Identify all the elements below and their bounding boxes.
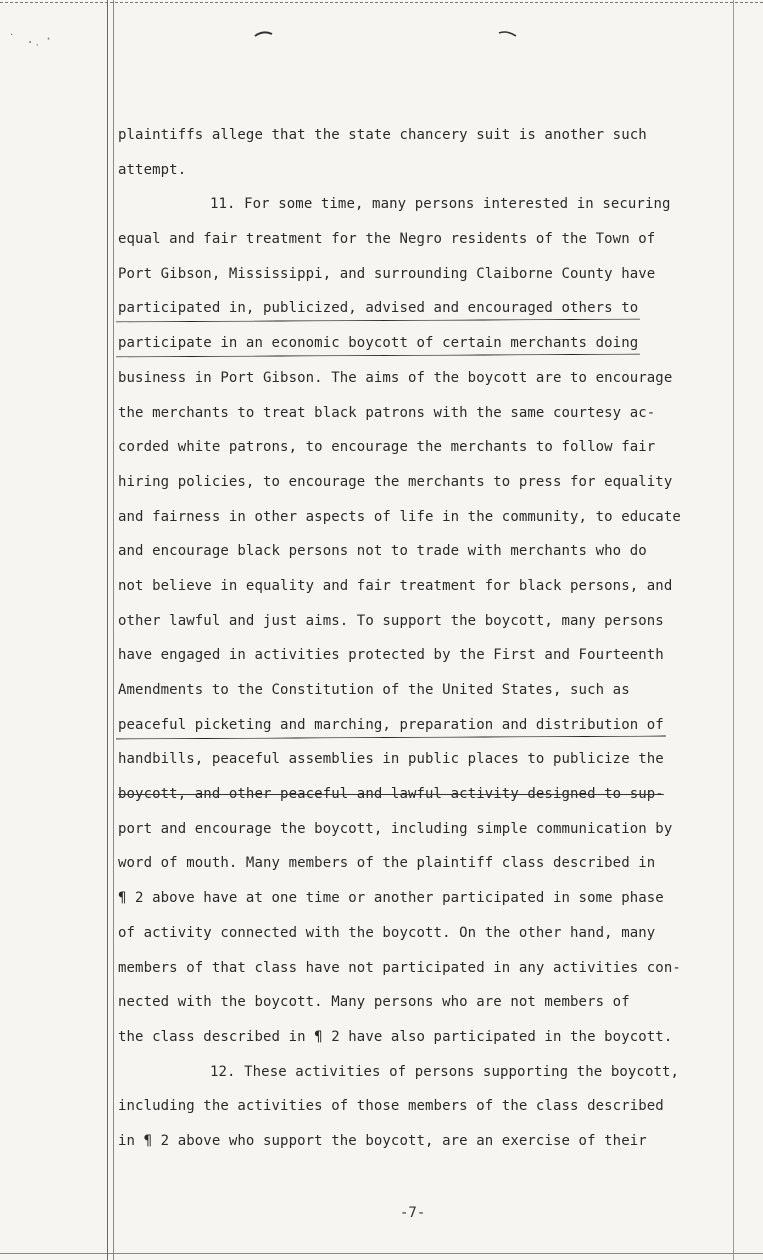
line-text: in ¶ 2 above who support the boycott, are an exercise of their bbox=[118, 1132, 647, 1149]
line-text: including the activities of those members of the class described bbox=[118, 1098, 664, 1115]
text-line bbox=[118, 920, 730, 955]
text-line bbox=[118, 538, 730, 573]
text-line bbox=[118, 642, 730, 677]
text-line bbox=[118, 1093, 730, 1128]
line-text: hiring policies, to encourage the merchants to press for equality bbox=[118, 473, 673, 490]
text-line bbox=[118, 677, 730, 712]
paragraph-11-start bbox=[118, 191, 730, 226]
line-text: other lawful and just aims. To support the boycott, many persons bbox=[118, 612, 664, 629]
text-line bbox=[118, 885, 730, 920]
text-line bbox=[118, 365, 730, 400]
line-text: plaintiffs allege that the state chancery suit is another such bbox=[118, 127, 647, 143]
line-text: and fairness in other aspects of life in the community, to educate bbox=[118, 508, 681, 525]
text-line bbox=[118, 746, 730, 781]
body-text bbox=[118, 122, 730, 1163]
line-text: ¶ 2 above have at one time or another participated in some phase bbox=[118, 890, 664, 907]
top-border bbox=[0, 2, 763, 3]
line-text: have engaged in activities protected by the First and Fourteenth bbox=[118, 647, 664, 664]
line-text: handbills, peaceful assemblies in public places to publicize the bbox=[118, 751, 664, 768]
underlined-line bbox=[118, 330, 730, 365]
text-line bbox=[118, 122, 730, 157]
text-line bbox=[118, 1024, 730, 1059]
text-line bbox=[118, 573, 730, 608]
text-line bbox=[118, 989, 730, 1024]
binding-hole-mark-right bbox=[498, 30, 518, 38]
text-line bbox=[118, 226, 730, 261]
line-text: Port Gibson, Mississippi, and surrounding Claiborne County have bbox=[118, 265, 656, 282]
line-text: boycott, and other peaceful and lawful activity designed to sup- bbox=[118, 786, 664, 803]
left-margin-line bbox=[107, 0, 108, 1260]
line-text: participated in, publicized, advised and encouraged others to bbox=[118, 300, 639, 317]
text-line bbox=[118, 469, 730, 504]
text-line bbox=[118, 504, 730, 539]
text-line bbox=[118, 261, 730, 296]
binding-hole-mark-left bbox=[254, 30, 274, 38]
line-text: the merchants to treat black patrons with the same courtesy ac- bbox=[118, 404, 656, 421]
line-text: the class described in ¶ 2 have also participated in the boycott. bbox=[118, 1028, 673, 1045]
line-text: equal and fair treatment for the Negro residents of the Town of bbox=[118, 231, 656, 248]
line-text: peaceful picketing and marching, preparation and distribution of bbox=[118, 716, 664, 733]
text-line bbox=[118, 955, 730, 990]
line-text: corded white patrons, to encourage the merchants to follow fair bbox=[118, 439, 656, 456]
text-line bbox=[118, 400, 730, 435]
line-text: Amendments to the Constitution of the United States, such as bbox=[118, 682, 630, 698]
line-text: attempt. bbox=[118, 161, 187, 178]
line-text: 12. These activities of persons supporting the boycott, bbox=[210, 1063, 680, 1080]
line-text: word of mouth. Many members of the plaintiff class described in bbox=[118, 855, 656, 872]
page-number: -7- bbox=[400, 1205, 426, 1221]
line-text: nected with the boycott. Many persons who are not members of bbox=[118, 994, 630, 1011]
line-text: participate in an economic boycott of certain merchants doing bbox=[118, 335, 639, 352]
text-line bbox=[118, 850, 730, 885]
right-margin-line bbox=[733, 0, 734, 1260]
bottom-border bbox=[0, 1253, 763, 1254]
line-text: and encourage black persons not to trade with merchants who do bbox=[118, 543, 647, 560]
struck-line bbox=[118, 781, 730, 816]
text-line bbox=[118, 1128, 730, 1163]
line-text: business in Port Gibson. The aims of the boycott are to encourage bbox=[118, 369, 673, 386]
line-text: members of that class have not participated in any activities con- bbox=[118, 959, 681, 976]
text-line bbox=[118, 816, 730, 851]
line-text: port and encourage the boycott, including simple communication by bbox=[118, 820, 673, 837]
underlined-line bbox=[118, 712, 730, 747]
line-text: of activity connected with the boycott. On the other hand, many bbox=[118, 924, 656, 941]
underlined-line bbox=[118, 295, 730, 330]
scan-specks: ˙ .̣ · bbox=[8, 32, 55, 46]
paragraph-12-start bbox=[118, 1059, 730, 1094]
text-line bbox=[118, 157, 730, 192]
line-text: not believe in equality and fair treatment for black persons, and bbox=[118, 577, 673, 594]
text-line bbox=[118, 608, 730, 643]
text-line bbox=[118, 434, 730, 469]
line-text: 11. For some time, many persons interested in securing bbox=[210, 196, 671, 213]
left-margin-line-inner bbox=[113, 0, 114, 1260]
